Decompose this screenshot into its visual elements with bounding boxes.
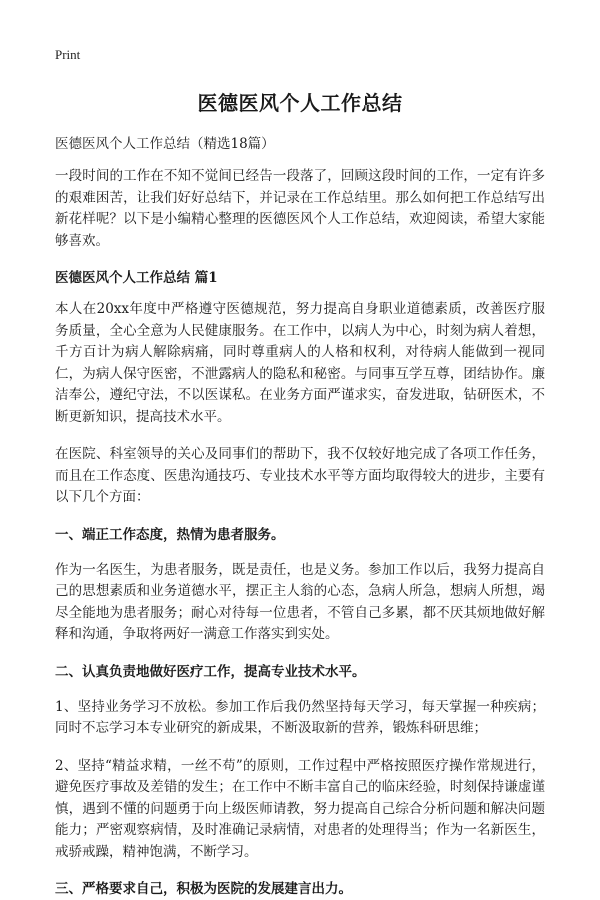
print-link[interactable]: Print bbox=[55, 47, 81, 62]
section-2-paragraph-2: 2、坚持“精益求精，一丝不苟”的原则，工作过程中严格按照医疗操作常规进行，避免医疗事故及差错的发生；在工作中不断丰富自己的临床经验，时刻保持谦虚谨慎，遇到不懂的问题勇于向上级医师请教，努力提高自己综合分析问题和解决问题能力；严密观察病情，及时准确记录病情，对患者的处理得当；作为一名新医生，戒骄戒躁，精神饱满，不断学习。 bbox=[55, 757, 545, 860]
section-2-paragraph-1: 1、坚持业务学习不放松。参加工作后我仍然坚持每天学习，每天掌握一种疾病；同时不忘学习本专业研究的新成果，不断汲取新的营养，锻炼科研思维； bbox=[55, 698, 545, 736]
body-paragraph: 本人在20xx年度中严格遵守医德规范，努力提高自身职业道德素质，改善医疗服务质量，全心全意为人民健康服务。在工作中，以病人为中心，时刻为病人着想，千方百计为病人解除病痛，同时尊重病人的人格和权利，对待病人能做到一视同仁，为病人保守医密，不泄露病人的隐私和秘密。与同事互学互尊，团结协作。廉洁奉公，遵纪守法，不以医谋私。在业务方面严谨求实，奋发进取，钻研医术，不断更新知识，提高技术水平。 bbox=[55, 301, 545, 425]
section-heading-1: 一、端正工作态度，热情为患者服务。 bbox=[55, 526, 285, 543]
section-heading-2: 二、认真负责地做好医疗工作，提高专业技术水平。 bbox=[55, 663, 366, 680]
body-paragraph: 在医院、科室领导的关心及同事们的帮助下，我不仅较好地完成了各项工作任务，而且在工作态度、医患沟通技巧、专业技术水平等方面均取得较大的进步，主要有以下几个方面： bbox=[55, 446, 545, 505]
document-subtitle: 医德医风个人工作总结（精选18篇） bbox=[55, 136, 275, 152]
section-heading-3: 三、严格要求自己，积极为医院的发展建言出力。 bbox=[55, 881, 352, 897]
document-title: 医德医风个人工作总结 bbox=[197, 91, 403, 115]
intro-paragraph: 一段时间的工作在不知不觉间已经告一段落了，回顾这段时间的工作，一定有许多的艰难困苦，让我们好好总结下，并记录在工作总结里。那么如何把工作总结写出新花样呢？以下是小编精心整理的医德医风个人工作总结，欢迎阅读，希望大家能够喜欢。 bbox=[55, 168, 545, 249]
section-1-paragraph: 作为一名医生，为患者服务，既是责任，也是义务。参加工作以后，我努力提高自己的思想素质和业务道德水平，摆正主人翁的心态，急病人所急，想病人所想，竭尽全能地为患者服务；耐心对待每一位患者，不管自己多累，都不厌其烦地做好解释和沟通，争取将两好一满意工作落实到实处。 bbox=[55, 561, 545, 642]
article-heading: 医德医风个人工作总结 篇1 bbox=[55, 270, 218, 286]
